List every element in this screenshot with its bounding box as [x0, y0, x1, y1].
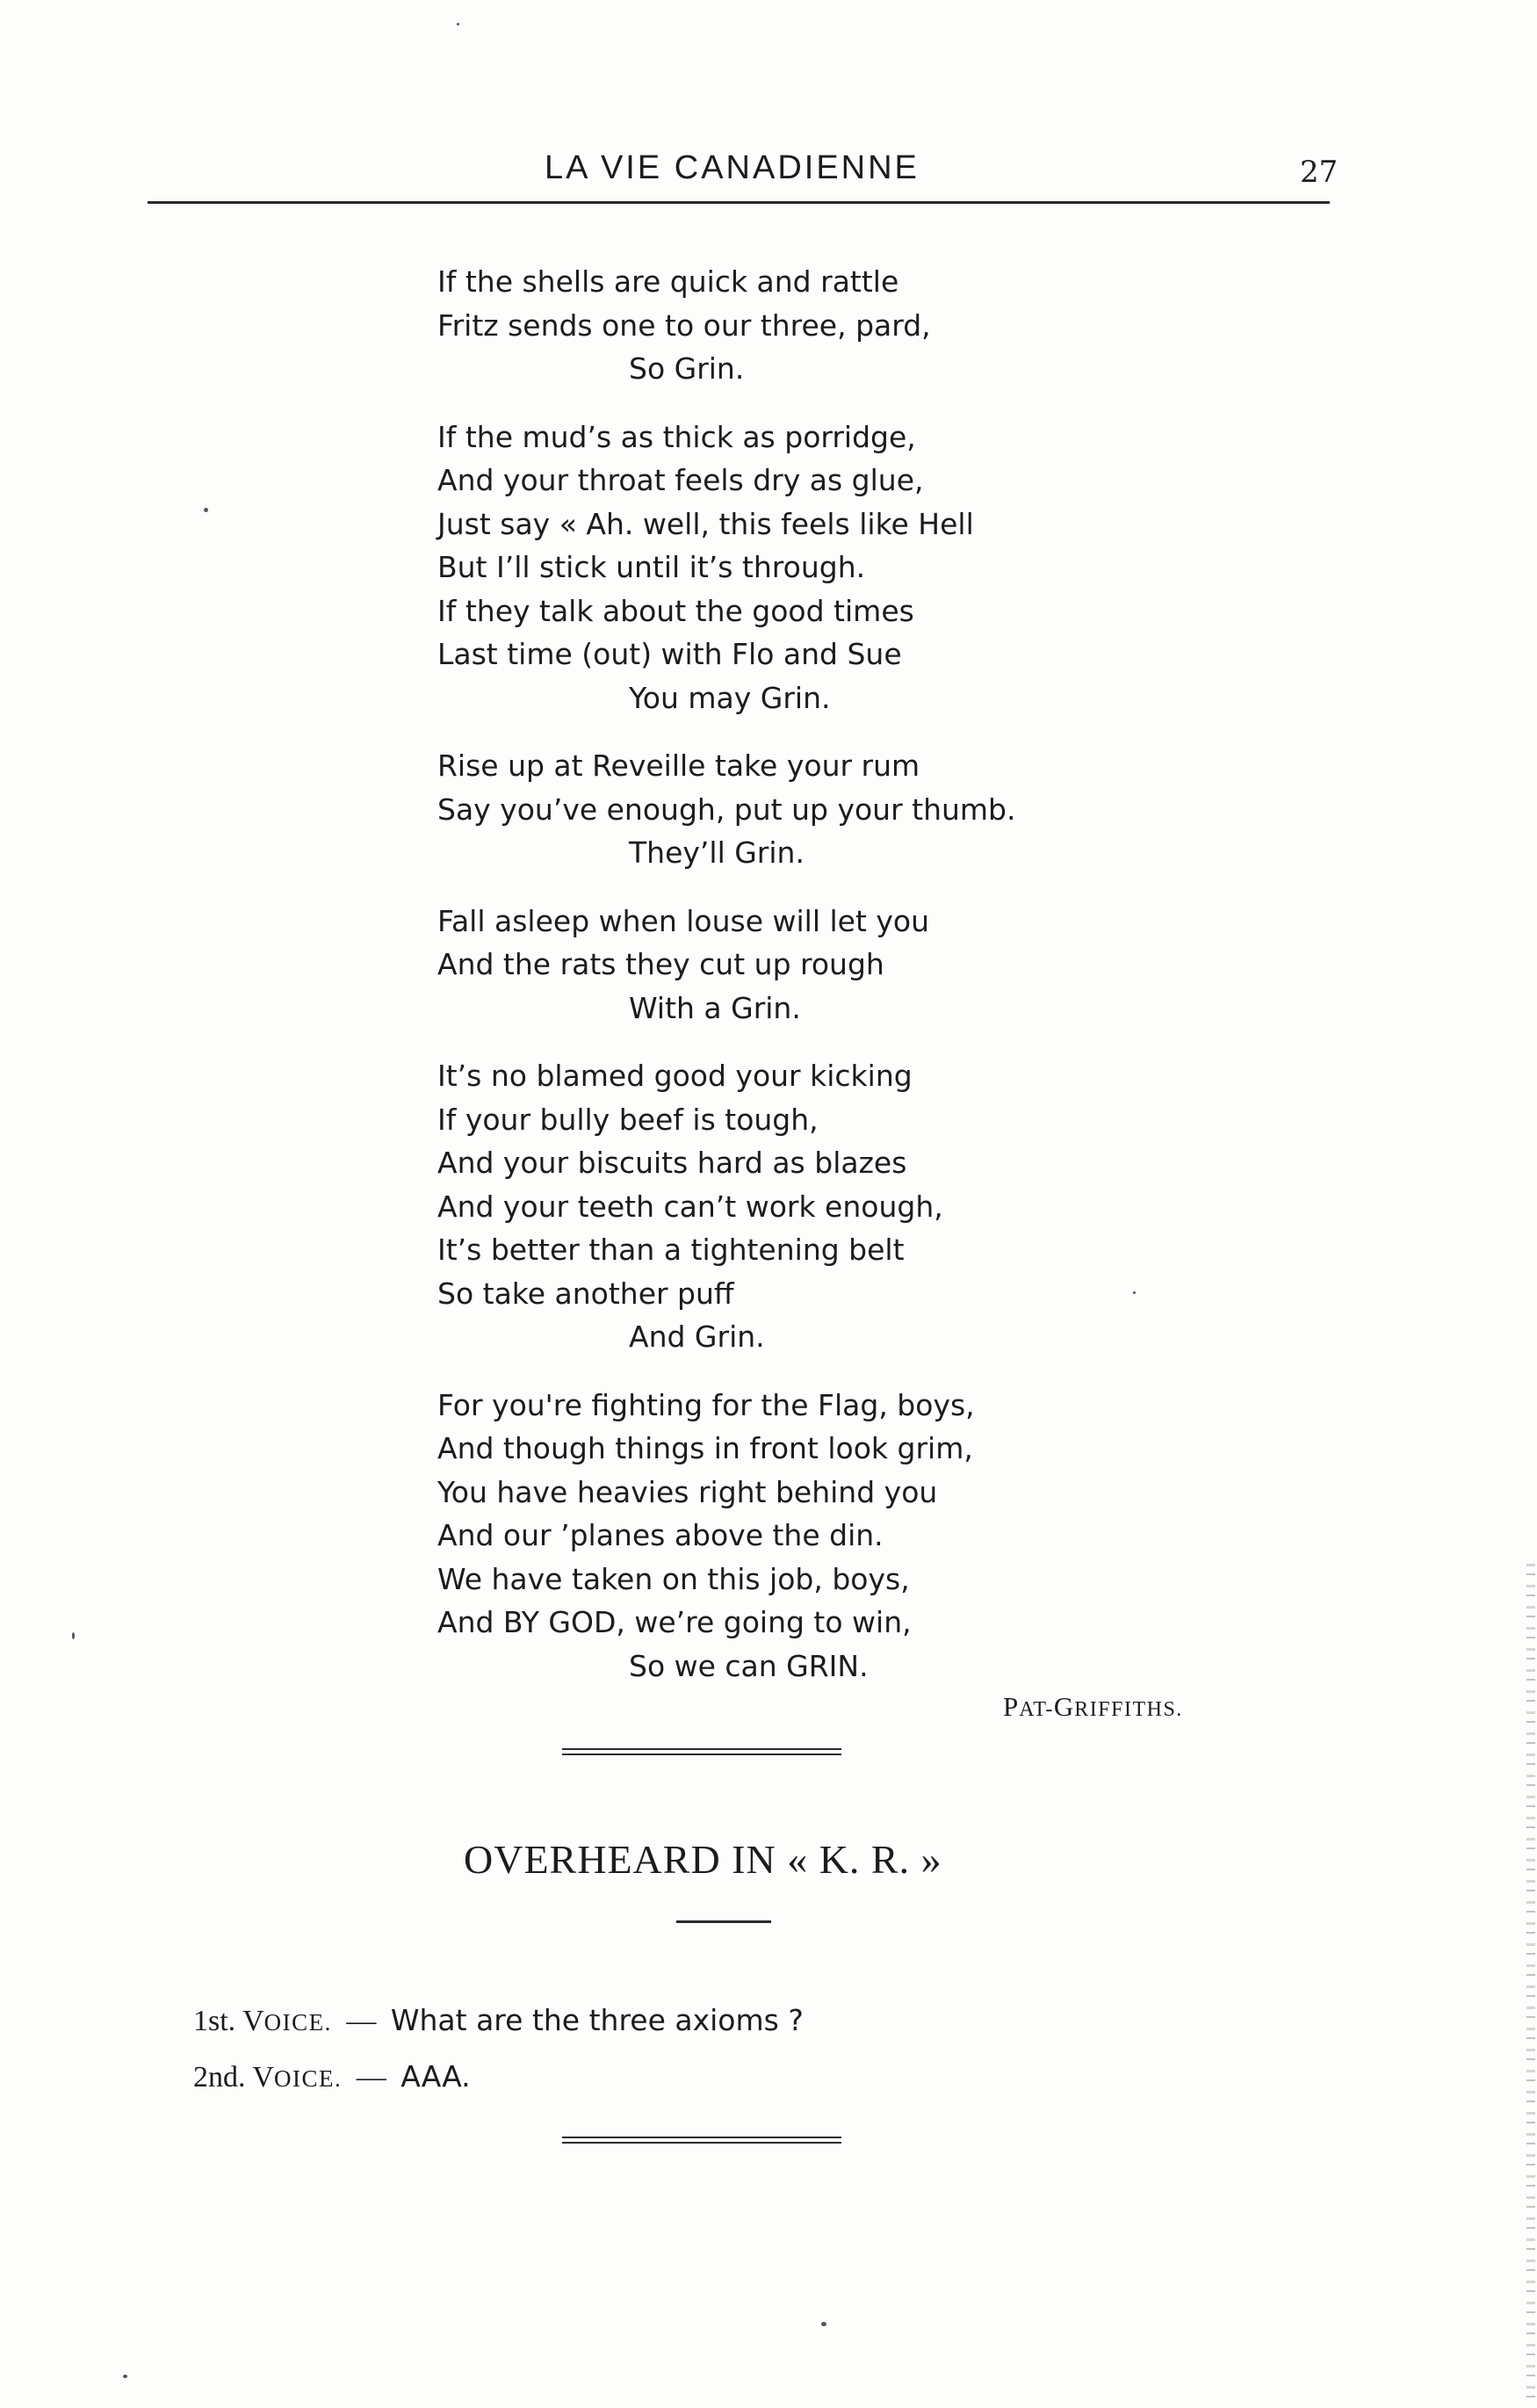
poem-line: And the rats they cut up rough: [437, 947, 884, 981]
poem-refrain: They’ll Grin.: [629, 835, 805, 870]
poem-author: [1003, 1691, 1183, 1723]
dialogue-text: What are the three axioms ?: [390, 2003, 804, 2037]
page-number: 27: [1300, 155, 1339, 190]
poem-line: And your throat feels dry as glue,: [437, 463, 924, 497]
speaker-smallcaps: OICE.: [263, 2009, 332, 2036]
running-title: LA VIE CANADIENNE: [545, 149, 920, 186]
poem-line: You have heavies right behind you: [437, 1474, 938, 1509]
dialogue: [193, 1992, 804, 2105]
poem-line: And our ’planes above the din.: [437, 1518, 884, 1552]
short-rule-divider: [676, 1920, 771, 1923]
dialogue-line: [193, 2049, 804, 2105]
double-rule-divider: [562, 2137, 841, 2144]
stanza: [437, 260, 1316, 391]
poem-line: For you're fighting for the Flag, boys,: [437, 1387, 975, 1422]
poem-line: It’s better than a tightening belt: [437, 1233, 905, 1267]
dialogue-line: [193, 1992, 804, 2049]
poem-line: And BY GOD, we’re going to win,: [437, 1605, 912, 1639]
dialogue-prefix: 1st.: [193, 2005, 236, 2037]
poem-refrain: You may Grin.: [629, 680, 831, 715]
poem-line: Say you’ve enough, put up your thumb.: [437, 792, 1016, 827]
poem-line: If they talk about the good times: [437, 593, 914, 628]
scan-speck: [123, 2375, 127, 2378]
author-initial: P: [1003, 1691, 1020, 1722]
stanza: [437, 744, 1316, 875]
stanza: [437, 900, 1316, 1030]
scan-speck: [821, 2322, 826, 2326]
poem-line: If the mud’s as thick as porridge,: [437, 419, 916, 454]
author-smallcaps: AT-: [1019, 1698, 1054, 1721]
stanza: [437, 1384, 1316, 1688]
poem-line: But I’ll stick until it’s through.: [437, 550, 866, 584]
author-initial: G: [1053, 1691, 1075, 1722]
dialogue-dash: —: [346, 2005, 377, 2037]
header-rule: [148, 201, 1330, 204]
scan-speck: [204, 508, 208, 512]
poem-line: Fall asleep when louse will let you: [437, 903, 930, 938]
poem-line: So take another puff: [437, 1276, 734, 1311]
scan-speck: [72, 1632, 75, 1639]
speaker-smallcaps: OICE.: [273, 2065, 343, 2092]
stanza: [437, 416, 1316, 720]
scan-edge-noise: [1526, 1564, 1535, 2407]
poem-line: And your teeth can’t work enough,: [437, 1189, 943, 1224]
poem-refrain: So Grin.: [629, 351, 745, 386]
dialogue-dash: —: [356, 2061, 386, 2093]
speaker-initial: V: [252, 2061, 274, 2093]
poem-line: We have taken on this job, boys,: [437, 1561, 910, 1596]
section-title: OVERHEARD IN « K. R. »: [464, 1837, 942, 1882]
poem-line: Fritz sends one to our three, pard,: [437, 307, 931, 343]
poem-refrain: And Grin.: [629, 1320, 765, 1354]
poem-line: If the shells are quick and rattle: [437, 264, 899, 299]
poem-refrain: With a Grin.: [629, 990, 801, 1025]
poem-line: Last time (out) with Flo and Sue: [437, 637, 902, 671]
poem-line: And your biscuits hard as blazes: [437, 1146, 907, 1180]
poem-line: And though things in front look grim,: [437, 1431, 973, 1465]
poem-line: It’s no blamed good your kicking: [437, 1059, 913, 1093]
scan-speck: [457, 23, 459, 25]
author-smallcaps: RIFFITHS.: [1074, 1698, 1183, 1721]
poem-line: Just say « Ah. well, this feels like Hell: [437, 506, 974, 541]
running-head: [0, 149, 1537, 193]
speaker-initial: V: [242, 2005, 264, 2037]
scan-speck: [1133, 1291, 1136, 1294]
dialogue-prefix: 2nd.: [193, 2061, 246, 2093]
dialogue-text: AAA.: [400, 2059, 471, 2093]
poem-line: If your bully beef is tough,: [437, 1102, 819, 1137]
double-rule-divider: [562, 1748, 841, 1755]
stanza: [437, 1054, 1316, 1359]
poem-line: Rise up at Reveille take your rum: [437, 748, 920, 783]
poem-refrain: So we can GRIN.: [629, 1648, 869, 1683]
poem: [437, 260, 1316, 1712]
